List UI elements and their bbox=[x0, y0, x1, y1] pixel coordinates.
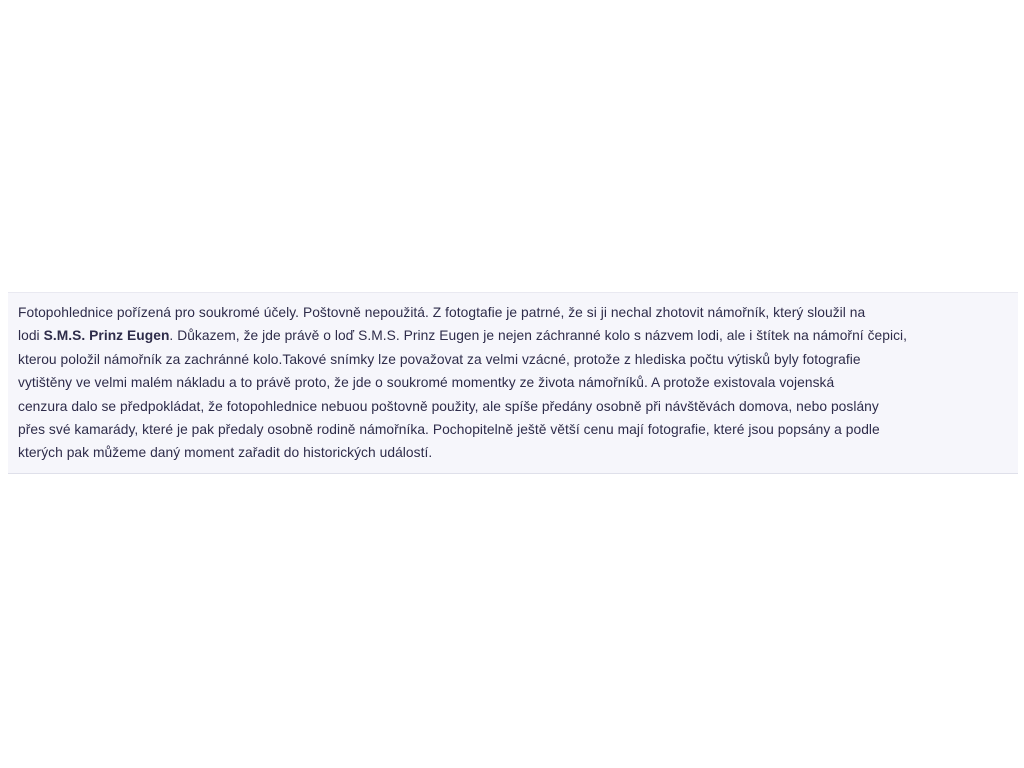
text-line-7: kterých pak můžeme daný moment zařadit do historických událostí. bbox=[18, 445, 433, 461]
text-line-4: vytištěny ve velmi malém nákladu a to právě proto, že jde o soukromé momentky ze života námořníků. A protože existovala vojenská bbox=[18, 375, 835, 391]
text-line-2-start: lodi bbox=[18, 328, 44, 344]
text-line-2 bbox=[18, 324, 1013, 347]
ship-name-bold: S.M.S. Prinz Eugen bbox=[43, 328, 170, 344]
text-line-6: přes své kamarády, které je pak předaly osobně rodině námořníka. Pochopitelně ještě větší cenu mají fotografie, které jsou popsány a podle bbox=[18, 422, 880, 438]
text-line-5: cenzura dalo se předpokládat, že fotopohlednice nebuou poštovně použity, ale spíše předány osobně při návštěvách domova, nebo poslány bbox=[18, 398, 879, 414]
scanned-text-strip bbox=[8, 292, 1018, 474]
description-paragraph bbox=[18, 301, 1013, 465]
text-line-1: Fotopohlednice pořízená pro soukromé účely. Poštovně nepoužitá. Z fotogtafie je patrné, že si ji nechal zhotovit námořník, který sloužil na bbox=[18, 305, 866, 320]
text-line-2-end: . Důkazem, že jde právě o loď S.M.S. Prinz Eugen je nejen záchranné kolo s názvem lodi, ale i štítek na námořní čepici, bbox=[169, 328, 908, 344]
text-line-3: kterou položil námořník za zachránné kolo.Takové snímky lze považovat za velmi vzácné, protože z hlediska počtu výtisků byly fotografie bbox=[18, 351, 861, 367]
